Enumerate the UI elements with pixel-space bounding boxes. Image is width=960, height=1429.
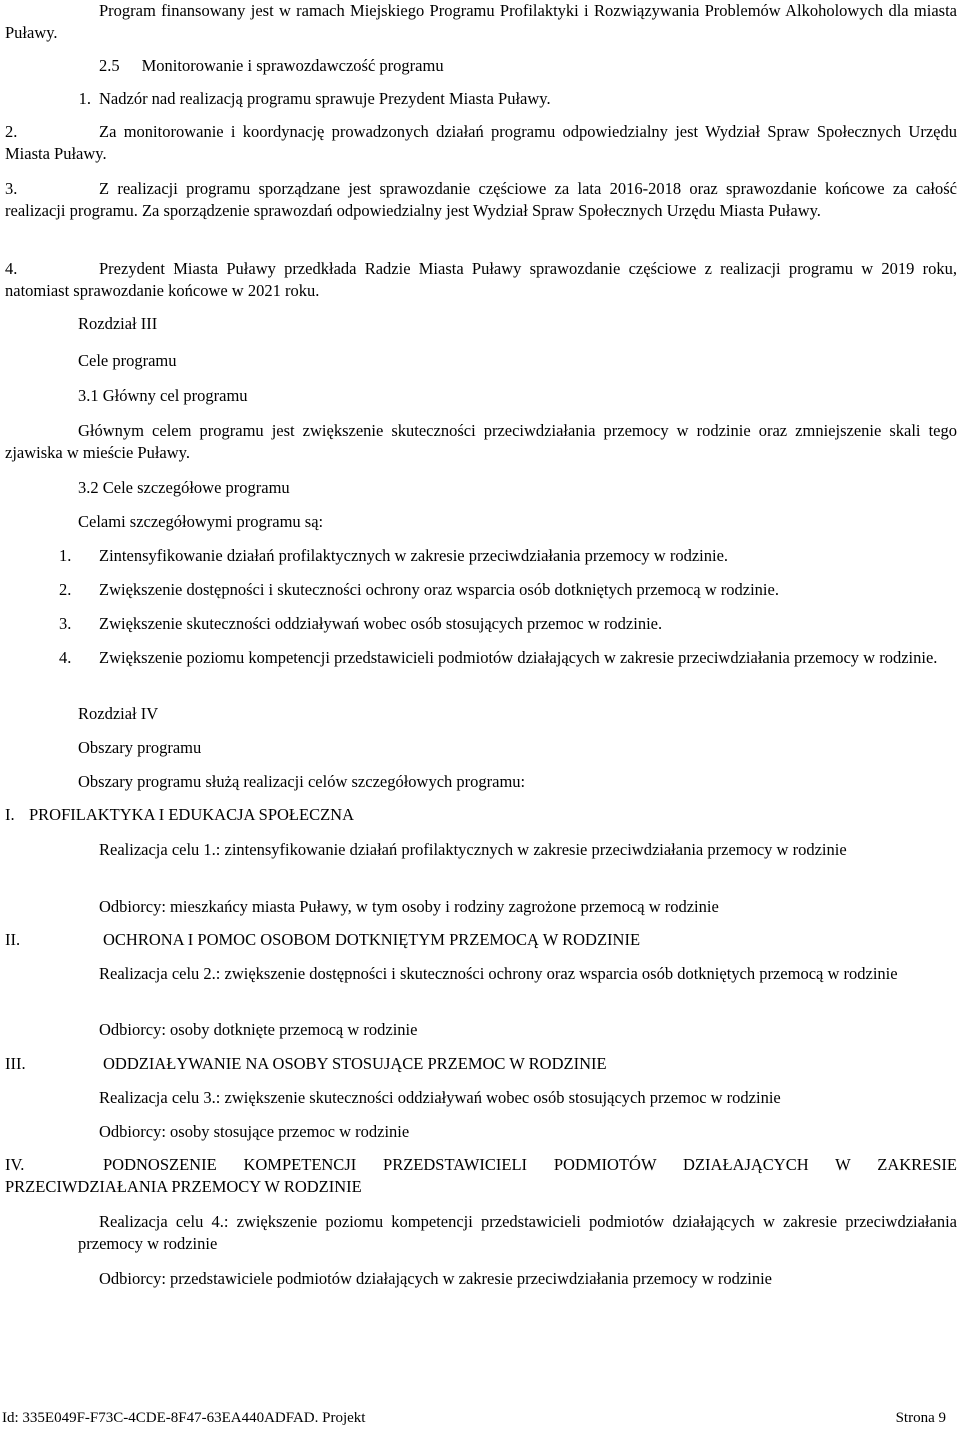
monitoring-item-1: 1. Nadzór nad realizacją programu sprawuje Prezydent Miasta Puławy. bbox=[78, 89, 551, 108]
area-4-goal: Realizacja celu 4.: zwiększenie poziomu kompetencji przedstawicieli podmiotów działających w zakresie przeciwdziałania przemocy w rodzinie bbox=[78, 1212, 957, 1253]
main-goal-paragraph: Głównym celem programu jest zwiększenie skuteczności przeciwdziałania przemocy w rodzinie oraz zmniejszenie skali tego zjawiska w mieście Puławy. bbox=[5, 421, 957, 462]
area-3-recipients: Odbiorcy: osoby stosujące przemoc w rodzinie bbox=[99, 1122, 410, 1141]
area-4-recipients: Odbiorcy: przedstawiciele podmiotów działających w zakresie przeciwdziałania przemocy w rodzinie bbox=[99, 1269, 772, 1288]
section-title: Monitorowanie i sprawozdawczość programu bbox=[141, 56, 444, 75]
chapter-3-label: Rozdział III bbox=[78, 314, 158, 333]
monitoring-item-2: 2. Za monitorowanie i koordynację prowadzonych działań programu odpowiedzialny jest Wydział Spraw Społecznych Urzędu Miasta Puławy. bbox=[5, 122, 957, 163]
page-footer bbox=[0, 1407, 960, 1429]
chapter-4-title: Obszary programu bbox=[78, 738, 202, 757]
specific-goals-heading: 3.2 Cele szczegółowe programu bbox=[78, 478, 290, 497]
main-goal-heading: 3.1 Główny cel programu bbox=[78, 386, 248, 405]
monitoring-item-3: 3. Z realizacji programu sporządzane jest sprawozdanie częściowe za lata 2016-2018 oraz sprawozdanie końcowe za całość realizacji programu. Za sporządzenie sprawozdań odpowiedzialny jest Wydział Spraw Społecznych Urzędu Miasta Puławy. bbox=[5, 179, 957, 220]
page-number: Strona 9 bbox=[895, 1410, 946, 1426]
specific-goal-item: 1. Zintensyfikowanie działań profilaktycznych w zakresie przeciwdziałania przemocy w rodzinie. bbox=[59, 546, 729, 565]
area-heading-3: III. ODDZIAŁYWANIE NA OSOBY STOSUJĄCE PRZEMOC W RODZINIE bbox=[5, 1054, 607, 1073]
specific-goal-item: 4. Zwiększenie poziomu kompetencji przedstawicieli podmiotów działających w zakresie przeciwdziałania przemocy w rodzinie. bbox=[59, 648, 938, 667]
chapter-4-label: Rozdział IV bbox=[78, 704, 159, 723]
document-id: Id: 335E049F-F73C-4CDE-8F47-63EA440ADFAD. Projekt bbox=[2, 1410, 366, 1426]
area-heading-1: I. PROFILAKTYKA I EDUKACJA SPOŁECZNA bbox=[5, 805, 354, 824]
funding-paragraph: Program finansowany jest w ramach Miejskiego Programu Profilaktyki i Rozwiązywania Problemów Alkoholowych dla miasta Puławy. bbox=[5, 1, 957, 42]
section-heading-2-5 bbox=[99, 55, 899, 77]
areas-intro: Obszary programu służą realizacji celów szczegółowych programu: bbox=[78, 772, 526, 791]
area-3-goal: Realizacja celu 3.: zwiększenie skuteczności oddziaływań wobec osób stosujących przemoc w rodzinie bbox=[99, 1088, 781, 1107]
chapter-3-title: Cele programu bbox=[78, 351, 177, 370]
area-1-recipients: Odbiorcy: mieszkańcy miasta Puławy, w tym osoby i rodziny zagrożone przemocą w rodzinie bbox=[99, 897, 719, 916]
specific-goal-item: 2. Zwiększenie dostępności i skuteczności ochrony oraz wsparcia osób dotkniętych przemocą w rodzinie. bbox=[59, 580, 779, 599]
specific-goals-intro: Celami szczegółowymi programu są: bbox=[78, 512, 324, 531]
area-1-goal: Realizacja celu 1.: zintensyfikowanie działań profilaktycznych w zakresie przeciwdziałania przemocy w rodzinie bbox=[99, 840, 847, 859]
specific-goal-item: 3. Zwiększenie skuteczności oddziaływań wobec osób stosujących przemoc w rodzinie. bbox=[59, 614, 663, 633]
area-2-recipients: Odbiorcy: osoby dotknięte przemocą w rodzinie bbox=[99, 1020, 418, 1039]
area-heading-2: II. OCHRONA I POMOC OSOBOM DOTKNIĘTYM PRZEMOCĄ W RODZINIE bbox=[5, 930, 641, 949]
area-2-goal: Realizacja celu 2.: zwiększenie dostępności i skuteczności ochrony oraz wsparcia osób dotkniętych przemocą w rodzinie bbox=[99, 964, 898, 983]
area-heading-4: IV. PODNOSZENIE KOMPETENCJI PRZEDSTAWICIELI PODMIOTÓW DZIAŁAJĄCYCH W ZAKRESIE PRZECIWDZIAŁANIA PRZEMOCY W RODZINIE bbox=[5, 1155, 957, 1196]
section-number: 2.5 bbox=[99, 56, 120, 75]
monitoring-item-4: 4. Prezydent Miasta Puławy przedkłada Radzie Miasta Puławy sprawozdanie częściowe z realizacji programu w 2019 roku, natomiast sprawozdanie końcowe w 2021 roku. bbox=[5, 259, 957, 300]
